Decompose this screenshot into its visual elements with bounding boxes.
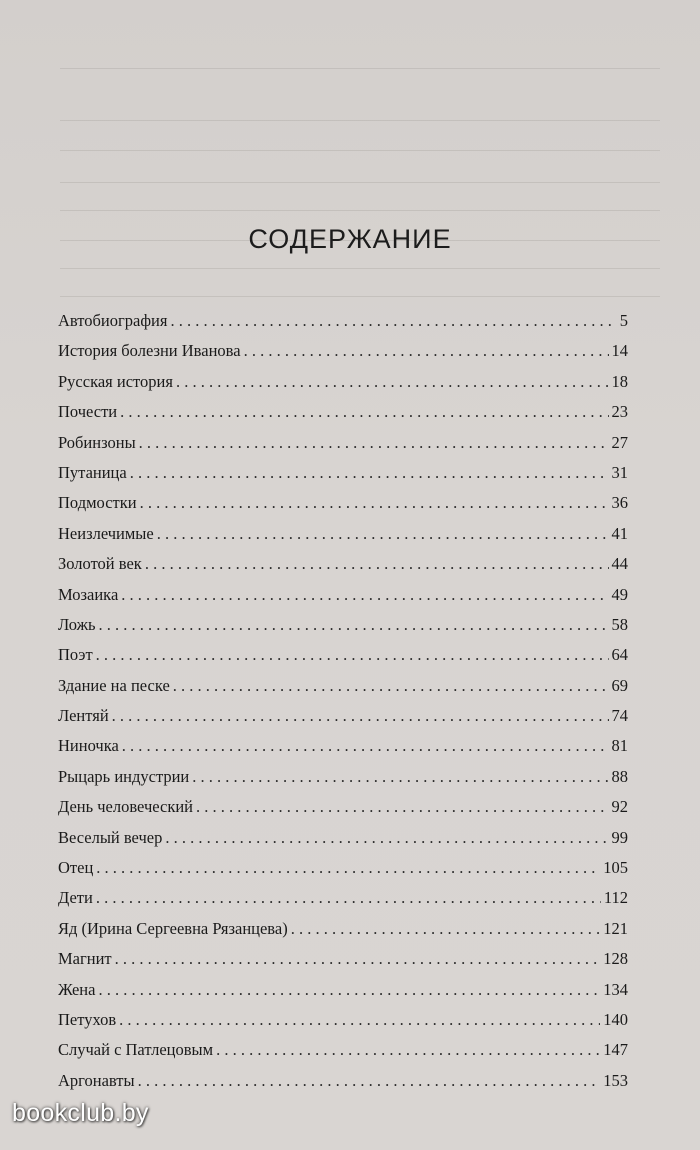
toc-entry-page-number: 99: [611, 827, 628, 847]
dot-leader: [244, 336, 609, 366]
toc-entry-title: Дети: [58, 888, 93, 908]
toc-entry-page-number: 5: [619, 311, 628, 330]
toc-entry: [58, 914, 628, 944]
toc-entry-title: Подмостки: [58, 493, 137, 513]
bleed-through-line: [60, 120, 660, 121]
toc-entry-page-number: 18: [611, 371, 628, 391]
toc-entry-title: Веселый вечер: [58, 827, 163, 847]
toc-entry: [58, 853, 628, 883]
toc-entry-title: Аргонавты: [58, 1070, 135, 1090]
toc-entry: [58, 580, 628, 610]
toc-entry-page-number: 153: [603, 1070, 628, 1090]
toc-entry: [58, 549, 628, 579]
toc-entry-page-number: 27: [611, 432, 628, 452]
dot-leader: [98, 975, 600, 1005]
toc-entry: [58, 1005, 628, 1035]
toc-entry: [58, 1035, 628, 1065]
toc-entry: [58, 701, 628, 731]
toc-entry-page-number: 58: [611, 614, 628, 634]
toc-entry-title: Лентяй: [58, 706, 109, 726]
toc-entry-page-number: 147: [603, 1040, 628, 1060]
toc-entry-title: Ниночка: [58, 736, 119, 756]
toc-entry: [58, 792, 628, 822]
bleed-through-line: [60, 210, 660, 211]
dot-leader: [157, 519, 609, 549]
dot-leader: [112, 701, 609, 731]
toc-entry-page-number: 112: [603, 888, 628, 908]
toc-entry: [58, 1066, 628, 1096]
toc-entry-page-number: 128: [603, 949, 628, 969]
dot-leader: [139, 428, 609, 458]
toc-entry: [58, 640, 628, 670]
toc-entry: [58, 367, 628, 397]
dot-leader: [119, 1005, 600, 1035]
toc-entry-title: Неизлечимые: [58, 523, 154, 543]
bleed-through-line: [60, 150, 660, 151]
bleed-through-line: [60, 182, 660, 183]
dot-leader: [99, 610, 609, 640]
bleed-through-line: [60, 68, 660, 69]
toc-entry-title: Мозаика: [58, 584, 119, 604]
toc-entry-title: Жена: [58, 979, 96, 999]
toc-entry-title: Поэт: [58, 645, 93, 665]
toc-entry-page-number: 23: [611, 402, 628, 422]
toc-entry-page-number: 36: [611, 493, 628, 513]
bleed-through-line: [60, 268, 660, 269]
toc-entry-title: Магнит: [58, 949, 112, 969]
dot-leader: [122, 731, 609, 761]
toc-entry-page-number: 14: [611, 341, 628, 361]
dot-leader: [196, 792, 608, 822]
toc-entry: [58, 944, 628, 974]
bleed-through-line: [60, 296, 660, 297]
dot-leader: [130, 458, 609, 488]
toc-entry: [58, 397, 628, 427]
toc-entry: [58, 823, 628, 853]
toc-entry-page-number: 49: [611, 584, 628, 604]
toc-entry: [58, 883, 628, 913]
toc-entry: [58, 671, 628, 701]
dot-leader: [170, 306, 616, 336]
dot-leader: [120, 397, 608, 427]
toc-entry: [58, 488, 628, 518]
toc-entry-title: Здание на песке: [58, 675, 170, 695]
toc-entry-page-number: 134: [603, 979, 628, 999]
toc-entry-title: Яд (Ирина Сергеевна Рязанцева): [58, 918, 288, 938]
toc-entry-title: Робинзоны: [58, 432, 136, 452]
toc-entry: [58, 975, 628, 1005]
toc-entry-page-number: 41: [611, 523, 628, 543]
toc-entry-page-number: 74: [611, 706, 628, 726]
toc-entry: [58, 519, 628, 549]
watermark: bookclub.by: [12, 1099, 149, 1127]
dot-leader: [121, 580, 608, 610]
toc-entry-page-number: 31: [611, 462, 628, 482]
toc-entry-title: Отец: [58, 858, 94, 878]
dot-leader: [192, 762, 608, 792]
toc-entry-title: Русская история: [58, 371, 173, 391]
toc-entry: [58, 610, 628, 640]
dot-leader: [96, 883, 601, 913]
toc-entry-title: Путаница: [58, 462, 127, 482]
toc-entry-title: День человеческий: [58, 797, 194, 817]
page-title: СОДЕРЖАНИЕ: [248, 224, 452, 254]
toc-entry-title: История болезни Иванова: [58, 341, 241, 361]
dot-leader: [96, 640, 609, 670]
toc-entry: [58, 762, 628, 792]
dot-leader: [216, 1035, 600, 1065]
toc-entry-page-number: 105: [603, 858, 628, 878]
dot-leader: [96, 853, 600, 883]
toc-entry: [58, 731, 628, 761]
table-of-contents: [58, 306, 628, 1096]
dot-leader: [176, 367, 609, 397]
toc-entry-page-number: 64: [611, 645, 628, 665]
dot-leader: [115, 944, 601, 974]
toc-entry-title: Случай с Патлецовым: [58, 1040, 214, 1060]
toc-entry: [58, 306, 628, 336]
toc-entry: [58, 458, 628, 488]
toc-entry-title: Ложь: [58, 614, 96, 634]
toc-entry-page-number: 88: [611, 766, 628, 786]
dot-leader: [291, 914, 601, 944]
toc-entry: [58, 428, 628, 458]
dot-leader: [165, 823, 608, 853]
toc-entry-title: Петухов: [58, 1009, 117, 1029]
toc-entry-page-number: 81: [611, 736, 628, 756]
toc-entry-page-number: 92: [611, 797, 628, 817]
toc-entry-page-number: 121: [603, 918, 628, 938]
dot-leader: [173, 671, 609, 701]
toc-entry-page-number: 140: [603, 1009, 628, 1029]
toc-entry-title: Почести: [58, 402, 118, 422]
dot-leader: [138, 1066, 601, 1096]
dot-leader: [140, 488, 609, 518]
toc-entry-page-number: 44: [611, 554, 628, 574]
toc-entry-title: Автобиография: [58, 311, 168, 330]
dot-leader: [145, 549, 609, 579]
toc-entry-title: Рыцарь индустрии: [58, 766, 190, 786]
toc-entry-page-number: 69: [611, 675, 628, 695]
toc-entry: [58, 336, 628, 366]
toc-entry-title: Золотой век: [58, 554, 142, 574]
